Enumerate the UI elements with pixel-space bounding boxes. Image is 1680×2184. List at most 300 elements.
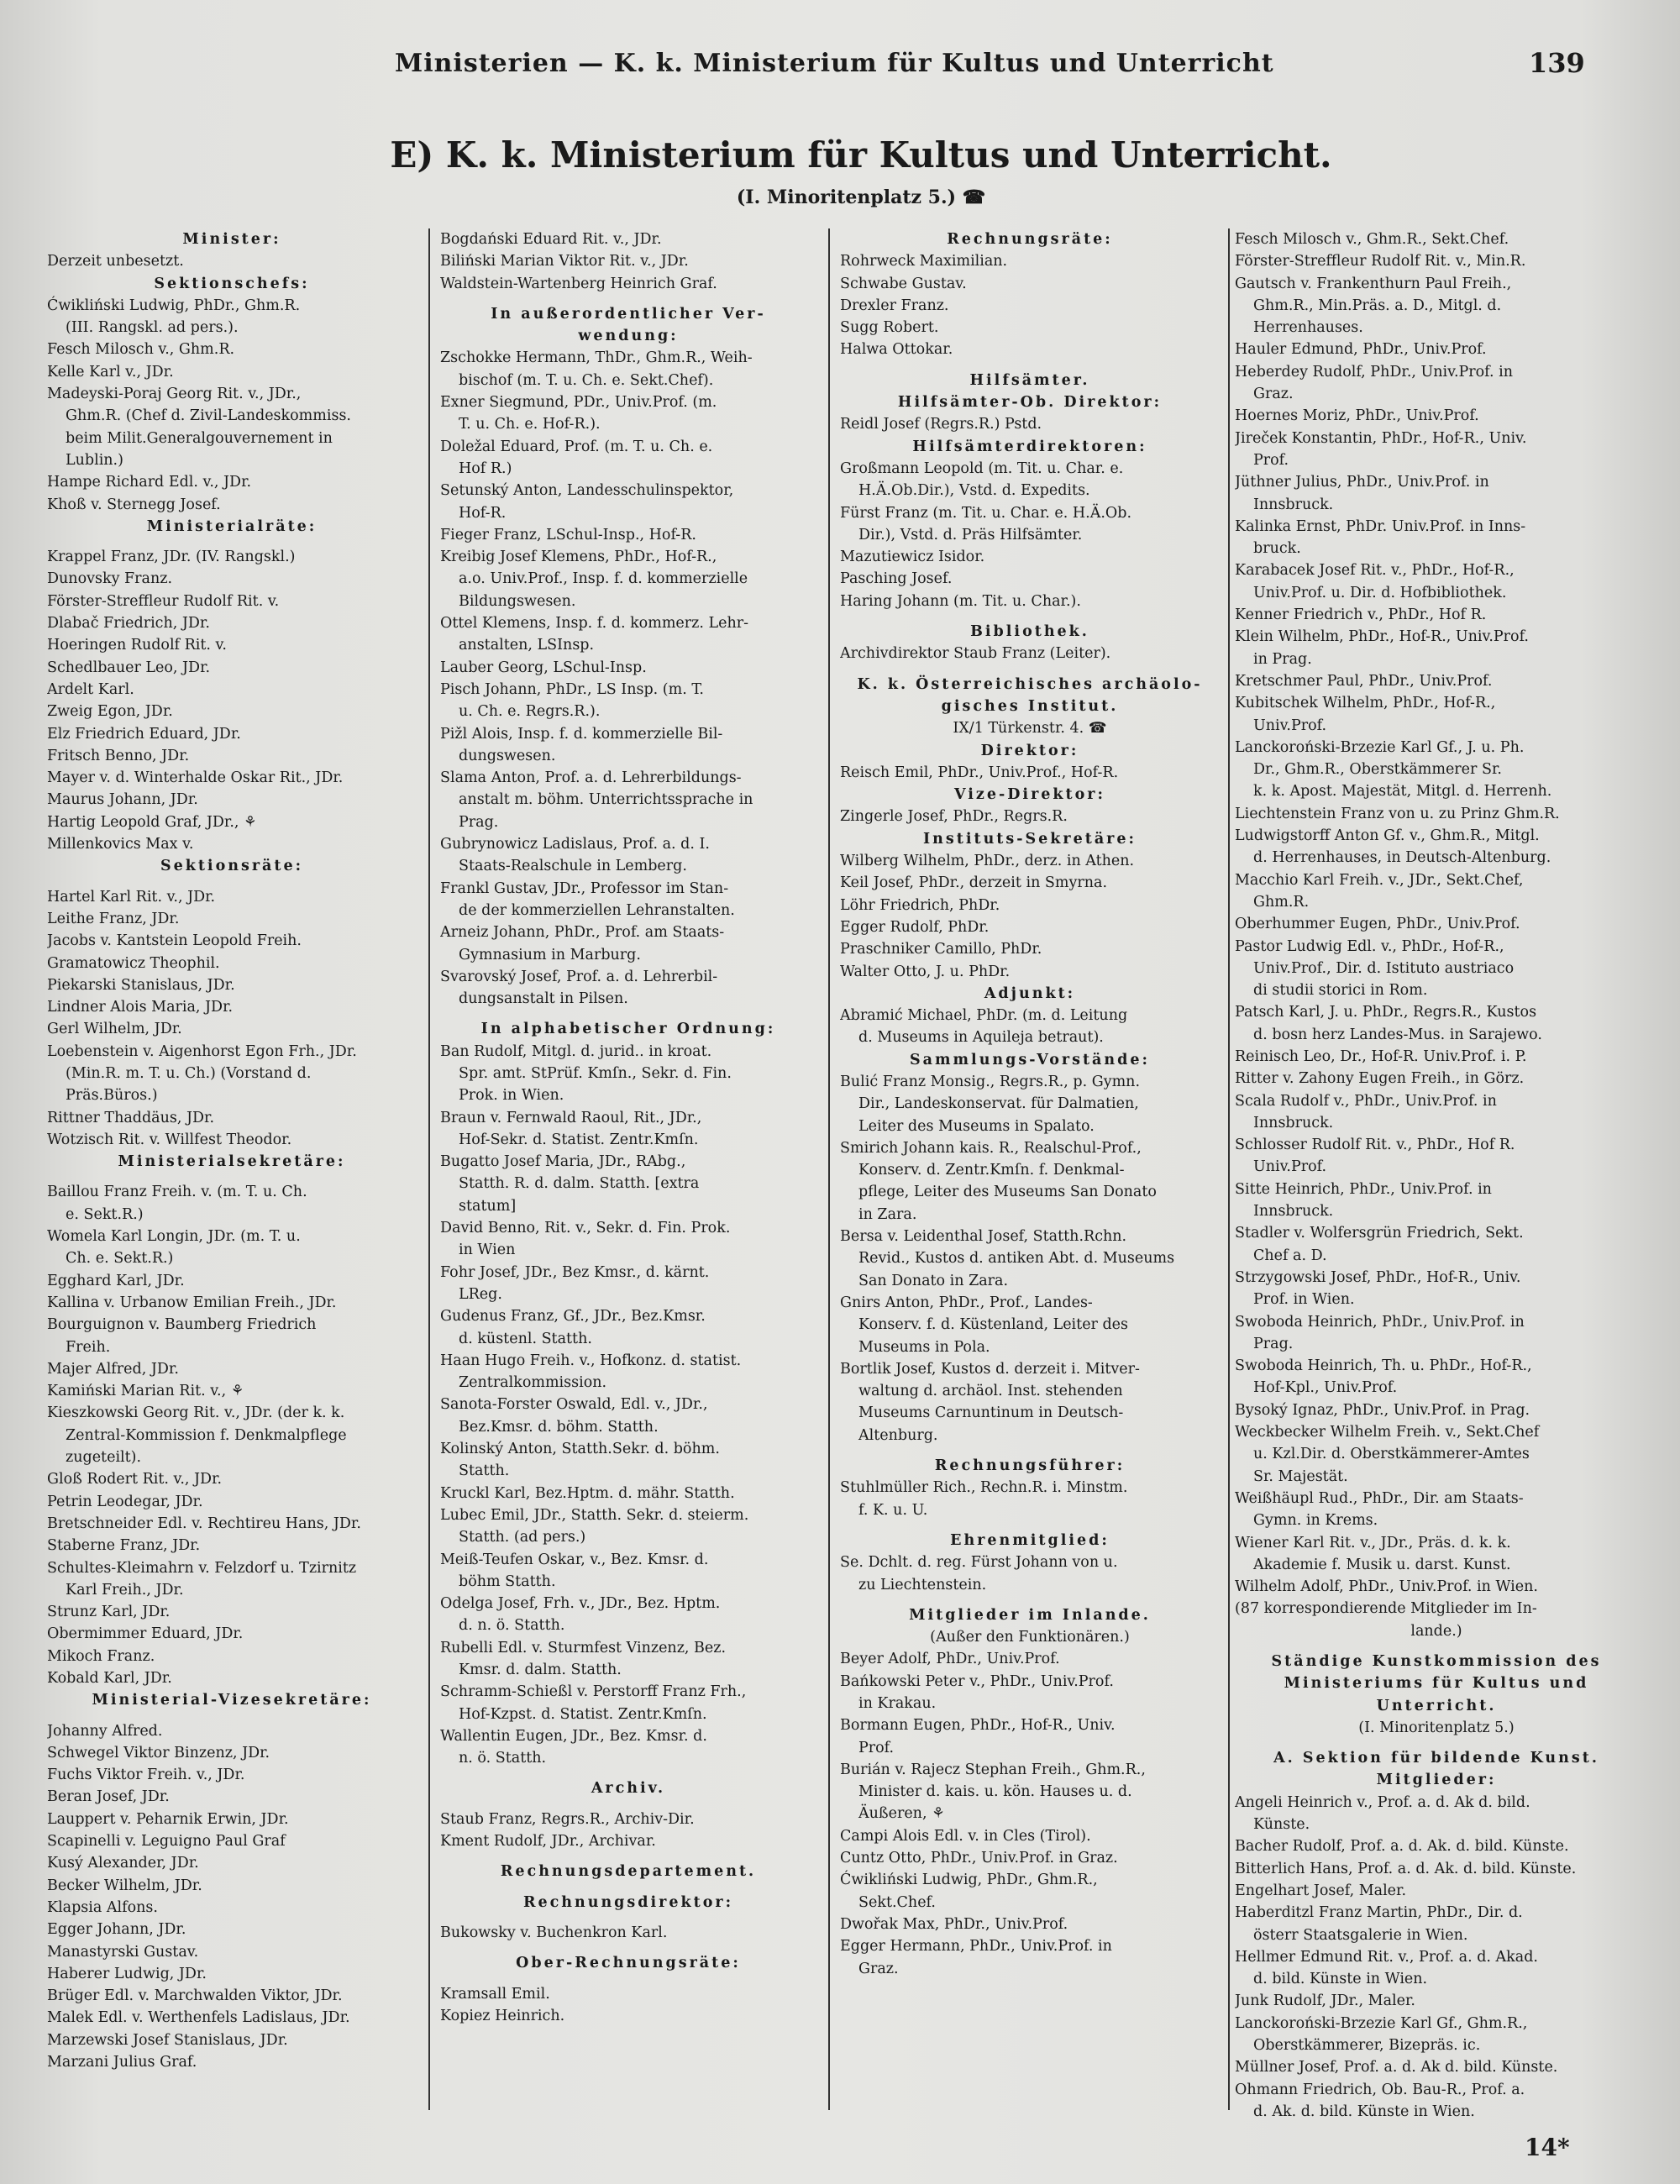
entry-line: Karabacek Josef Rit. v., PhDr., Hof-R., xyxy=(1235,562,1515,580)
entry-line: Fesch Milosch v., Ghm.R., Sekt.Chef. xyxy=(1235,231,1509,248)
entry-line: Statth. xyxy=(459,1462,510,1480)
entry-line: Loebenstein v. Aigenhorst Egon Frh., JDr. xyxy=(47,1042,357,1060)
entry-line: Lindner Alois Maria, JDr. xyxy=(47,999,234,1016)
entry-line: Millenkovics Max v. xyxy=(47,836,194,853)
entry-line: k. k. Apost. Majestät, Mitgl. d. Herrenh. xyxy=(1253,783,1552,801)
entry-line: Fuchs Viktor Freih. v., JDr. xyxy=(47,1767,245,1784)
section-heading: Ständige Kunstkommission des xyxy=(1271,1653,1602,1670)
entry-line: Kramsall Emil. xyxy=(440,1985,550,2003)
entry-line: Kalinka Ernst, PhDr. Univ.Prof. in Inns- xyxy=(1235,517,1526,535)
entry-line: T. u. Ch. e. Hof-R.). xyxy=(459,416,601,433)
entry-line: Sekt.Chef. xyxy=(858,1893,936,1911)
entry-line: Kmsr. d. dalm. Statth. xyxy=(459,1662,622,1678)
entry-line: Doležal Eduard, Prof. (m. T. u. Ch. e. xyxy=(440,438,713,455)
entry-line: Ghm.R., Min.Präs. a. D., Mitgl. d. xyxy=(1253,297,1502,314)
column-rule xyxy=(428,228,430,2110)
entry-line: Lauppert v. Peharnik Erwin, JDr. xyxy=(47,1810,289,1828)
entry-line: Johanny Alfred. xyxy=(47,1722,163,1740)
entry-line: Kreibig Josef Klemens, PhDr., Hof-R., xyxy=(440,549,717,566)
entry-line: Odelga Josef, Frh. v., JDr., Bez. Hptm. xyxy=(440,1595,721,1613)
entry-line: Pisch Johann, PhDr., LS Insp. (m. T. xyxy=(440,680,704,698)
entry-line: d. küstenl. Statth. xyxy=(459,1330,592,1347)
column-rule xyxy=(1228,228,1230,2110)
entry-line: Kamiński Marian Rit. v., ⚘ xyxy=(47,1383,244,1400)
section-address: (I. Minoritenplatz 5.) ☎ xyxy=(736,186,986,208)
entry-line: f. K. u. U. xyxy=(858,1501,928,1519)
entry-line: Prok. in Wien. xyxy=(459,1087,564,1105)
entry-line: Bitterlich Hans, Prof. a. d. Ak. d. bild. Künste. xyxy=(1235,1860,1577,1877)
entry-line: Sanota-Forster Oswald, Edl. v., JDr., xyxy=(440,1396,708,1414)
entry-line: Museums in Pola. xyxy=(858,1338,990,1356)
entry-line: Weckbecker Wilhelm Freih. v., Sekt.Chef xyxy=(1235,1424,1540,1441)
entry-line: e. Sekt.R.) xyxy=(66,1205,144,1223)
entry-line: bischof (m. T. u. Ch. e. Sekt.Chef). xyxy=(459,371,714,389)
spacer xyxy=(840,1596,1220,1604)
entry-line: bruck. xyxy=(1253,540,1301,558)
entry-line: u. Ch. e. Regrs.R.). xyxy=(459,703,601,721)
entry-line: Hof-Kpl., Univ.Prof. xyxy=(1253,1379,1398,1397)
entry-line: Staats-Realschule in Lemberg. xyxy=(459,858,687,875)
entry-line: Univ.Prof. xyxy=(1253,717,1327,734)
entry-line: Reisch Emil, PhDr., Univ.Prof., Hof-R. xyxy=(840,764,1119,781)
entry-line: Dwořak Max, PhDr., Univ.Prof. xyxy=(840,1915,1068,1933)
entry-line: Ćwikliński Ludwig, PhDr., Ghm.R. xyxy=(47,297,301,314)
entry-line: anstalt m. böhm. Unterrichtssprache in xyxy=(459,791,753,809)
entry-line: Prof. xyxy=(858,1739,895,1756)
entry-line: Heberdey Rudolf, PhDr., Univ.Prof. in xyxy=(1235,363,1514,381)
entry-line: Zentral-Kommission f. Denkmalpflege xyxy=(66,1426,347,1444)
entry-line: anstalten, LSInsp. xyxy=(459,637,595,654)
entry-line: lande.) xyxy=(1410,1622,1462,1640)
entry-line: (III. Rangskl. ad pers.). xyxy=(66,319,239,337)
entry-line: Spr. amt. StPrüf. Kmſn., Sekr. d. Fin. xyxy=(459,1064,732,1082)
entry-line: österr Staatsgalerie in Wien. xyxy=(1253,1926,1468,1944)
entry-line: Pižl Alois, Insp. f. d. kommerzielle Bil- xyxy=(440,725,723,743)
entry-line: Lauber Georg, LSchul-Insp. xyxy=(440,659,647,676)
entry-line: Haberer Ludwig, JDr. xyxy=(47,1965,207,1982)
entry-line: Praschniker Camillo, PhDr. xyxy=(840,941,1042,958)
spacer xyxy=(440,1914,816,1922)
section-heading: Rechnungsräte: xyxy=(947,231,1113,248)
entry-line: LReg. xyxy=(459,1285,502,1303)
section-heading: Hilfsämter. xyxy=(969,371,1090,389)
entry-line: Wiener Karl Rit. v., JDr., Präs. d. k. k. xyxy=(1235,1534,1511,1551)
entry-line: Angeli Heinrich v., Prof. a. d. Ak d. bild. xyxy=(1235,1793,1530,1811)
entry-line: Pasching Josef. xyxy=(840,570,953,588)
section-heading: Ehrenmitglied: xyxy=(950,1531,1110,1549)
entry-line: Wilhelm Adolf, PhDr., Univ.Prof. in Wien. xyxy=(1235,1578,1538,1596)
entry-line: (87 korrespondierende Mitglieder im In- xyxy=(1235,1600,1537,1618)
entry-line: Swoboda Heinrich, PhDr., Univ.Prof. in xyxy=(1235,1313,1525,1331)
text-column-2 xyxy=(440,228,816,2027)
entry-line: Oberstkämmerer, Bizepräs. ic. xyxy=(1253,2037,1481,2055)
entry-line: Ludwigstorff Anton Gf. v., Ghm.R., Mitgl. xyxy=(1235,827,1540,845)
entry-line: Womela Karl Longin, JDr. (m. T. u. xyxy=(47,1228,301,1246)
section-heading: Ministerialräte: xyxy=(146,517,318,535)
entry-line: Gloß Rodert Rit. v., JDr. xyxy=(47,1471,223,1488)
entry-line: Fesch Milosch v., Ghm.R. xyxy=(47,341,235,359)
entry-line: in Prag. xyxy=(1253,650,1312,668)
entry-line: Malek Edl. v. Werthenfels Ladislaus, JDr. xyxy=(47,2009,350,2027)
entry-line: Prof. xyxy=(1253,451,1289,469)
entry-line: Staub Franz, Regrs.R., Archiv-Dir. xyxy=(440,1810,695,1828)
entry-line: Hof R.) xyxy=(459,459,512,477)
entry-line: Jireček Konstantin, PhDr., Hof-R., Univ. xyxy=(1235,429,1527,447)
entry-line: Bormann Eugen, PhDr., Hof-R., Univ. xyxy=(840,1717,1116,1735)
entry-line: d. Ak. d. bild. Künste in Wien. xyxy=(1253,2103,1475,2120)
entry-line: Bukowsky v. Buchenkron Karl. xyxy=(440,1924,668,1941)
entry-line: IX/1 Türkenstr. 4. ☎ xyxy=(953,720,1107,738)
column-rule xyxy=(828,228,830,2110)
entry-line: Bildungswesen. xyxy=(459,592,576,610)
entry-line: Klein Wilhelm, PhDr., Hof-R., Univ.Prof. xyxy=(1235,628,1529,646)
entry-line: Bugatto Josef Maria, JDr., RAbg., xyxy=(440,1153,686,1171)
entry-line: waltung d. archäol. Inst. stehenden xyxy=(858,1383,1123,1400)
entry-line: Zingerle Josef, PhDr., Regrs.R. xyxy=(840,808,1068,826)
entry-line: Kobald Karl, JDr. xyxy=(47,1670,172,1687)
entry-line: Leithe Franz, JDr. xyxy=(47,910,180,927)
section-heading: Ministerial-Vizesekretäre: xyxy=(92,1692,372,1709)
entry-line: Statth. R. d. dalm. Statth. [extra xyxy=(459,1175,700,1193)
entry-line: Mikoch Franz. xyxy=(47,1647,155,1665)
entry-line: Revid., Kustos d. antiken Abt. d. Museums xyxy=(858,1250,1175,1268)
entry-line: pflege, Leiter des Museums San Donato xyxy=(858,1184,1157,1201)
section-heading: Sammlungs-Vorstände: xyxy=(910,1051,1150,1068)
entry-line: Innsbruck. xyxy=(1253,1114,1334,1131)
entry-line: Graz. xyxy=(1253,386,1294,403)
section-heading: Mitglieder im Inlande. xyxy=(909,1606,1151,1624)
spacer xyxy=(47,1173,417,1181)
entry-line: d. n. ö. Statth. xyxy=(459,1617,565,1635)
entry-line: Konserv. d. Zentr.Kmſn. f. Denkmal- xyxy=(858,1162,1125,1179)
entry-line: Brüger Edl. v. Marchwalden Viktor, JDr. xyxy=(47,1987,343,2005)
spacer xyxy=(440,1883,816,1892)
entry-line: Lanckoroński-Brzezie Karl Gf., J. u. Ph. xyxy=(1235,738,1525,756)
entry-line: Löhr Friedrich, PhDr. xyxy=(840,896,1000,914)
entry-line: Ghm.R. xyxy=(1253,893,1310,911)
entry-line: Beran Josef, JDr. xyxy=(47,1788,170,1806)
entry-line: Reinisch Leo, Dr., Hof-R. Univ.Prof. i. P. xyxy=(1235,1047,1527,1065)
entry-line: Leiter des Museums in Spalato. xyxy=(858,1117,1095,1135)
entry-line: Schedlbauer Leo, JDr. xyxy=(47,659,211,676)
entry-line: Se. Dchlt. d. reg. Fürst Johann von u. xyxy=(840,1554,1118,1572)
entry-line: Becker Wilhelm, JDr. xyxy=(47,1877,202,1894)
entry-line: Liechtenstein Franz von u. zu Prinz Ghm.R. xyxy=(1235,805,1560,822)
entry-line: Petrin Leodegar, JDr. xyxy=(47,1493,203,1510)
entry-line: zugeteilt). xyxy=(66,1449,142,1467)
entry-line: Bogdański Eduard Rit. v., JDr. xyxy=(440,231,662,248)
running-head: Ministerien — K. k. Ministerium für Kultus und Unterricht xyxy=(395,49,1274,78)
entry-line: n. ö. Statth. xyxy=(459,1750,547,1767)
entry-line: Haberditzl Franz Martin, PhDr., Dir. d. xyxy=(1235,1904,1523,1922)
entry-line: Marzani Julius Graf. xyxy=(47,2054,197,2071)
entry-line: Hof-Sekr. d. Statist. Zentr.Kmſn. xyxy=(459,1131,699,1148)
section-heading: Vize-Direktor: xyxy=(954,786,1105,804)
section-heading: Direktor: xyxy=(980,742,1079,759)
entry-line: Scala Rudolf v., PhDr., Univ.Prof. in xyxy=(1235,1092,1497,1110)
spacer xyxy=(840,1521,1220,1530)
spacer xyxy=(440,1852,816,1861)
entry-line: Exner Siegmund, PDr., Univ.Prof. (m. xyxy=(440,394,717,412)
entry-line: Sr. Majestät. xyxy=(1253,1467,1348,1485)
entry-line: Freih. xyxy=(66,1338,111,1356)
entry-line: Schwabe Gustav. xyxy=(840,275,967,292)
entry-line: statum] xyxy=(459,1197,517,1215)
entry-line: Biliński Marian Viktor Rit. v., JDr. xyxy=(440,253,689,270)
entry-line: Stadler v. Wolfersgrün Friedrich, Sekt. xyxy=(1235,1225,1524,1242)
entry-line: Kelle Karl v., JDr. xyxy=(47,363,174,381)
entry-line: Dir., Landeskonservat. für Dalmatien, xyxy=(858,1095,1139,1113)
entry-line: beim Milit.Generalgouvernement in xyxy=(66,429,333,447)
entry-line: Konserv. f. d. Küstenland, Leiter des xyxy=(858,1316,1129,1334)
entry-line: Sitte Heinrich, PhDr., Univ.Prof. in xyxy=(1235,1180,1492,1198)
entry-line: Ch. e. Sekt.R.) xyxy=(66,1250,174,1268)
entry-line: Hartel Karl Rit. v., JDr. xyxy=(47,888,216,906)
entry-line: Krappel Franz, JDr. (IV. Rangskl.) xyxy=(47,549,296,566)
entry-line: Obermimmer Eduard, JDr. xyxy=(47,1625,244,1643)
section-heading: Archiv. xyxy=(591,1780,666,1798)
entry-line: böhm Statth. xyxy=(459,1572,556,1590)
entry-line: Hof-R. xyxy=(459,504,507,522)
entry-line: in Zara. xyxy=(858,1205,917,1223)
entry-line: Bersa v. Leidenthal Josef, Statth.Rchn. xyxy=(840,1228,1127,1246)
section-heading: Adjunkt: xyxy=(984,984,1076,1002)
entry-line: dungsanstalt in Pilsen. xyxy=(459,990,628,1008)
entry-line: Derzeit unbesetzt. xyxy=(47,253,184,270)
section-heading: K. k. Österreichisches archäolo- xyxy=(857,675,1203,693)
entry-line: Haring Johann (m. Tit. u. Char.). xyxy=(840,592,1081,610)
entry-line: Meiß-Teufen Oskar, v., Bez. Kmsr. d. xyxy=(440,1551,709,1568)
entry-line: Innsbruck. xyxy=(1253,1203,1334,1221)
entry-line: u. Kzl.Dir. d. Oberstkämmerer-Amtes xyxy=(1253,1446,1530,1463)
entry-line: Künste. xyxy=(1253,1816,1310,1834)
entry-line: Fürst Franz (m. Tit. u. Char. e. H.Ä.Ob. xyxy=(840,504,1132,522)
entry-line: Fritsch Benno, JDr. xyxy=(47,747,190,764)
entry-line: Braun v. Fernwald Raoul, Rit., JDr., xyxy=(440,1109,702,1126)
section-heading: Ministeriums für Kultus und xyxy=(1284,1675,1589,1693)
entry-line: Gymnasium in Marburg. xyxy=(459,946,641,963)
text-column-4 xyxy=(1235,228,1638,2123)
entry-line: Fohr Josef, JDr., Bez Kmsr., d. kärnt. xyxy=(440,1263,710,1281)
entry-line: in Wien xyxy=(459,1242,516,1259)
entry-line: Klapsia Alfons. xyxy=(47,1898,158,1916)
entry-line: Egger Rudolf, PhDr. xyxy=(840,918,990,936)
entry-line: Ohmann Friedrich, Ob. Bau-R., Prof. a. xyxy=(1235,2081,1525,2098)
section-heading: Rechnungsdirektor: xyxy=(522,1893,734,1911)
entry-line: Waldstein-Wartenberg Heinrich Graf. xyxy=(440,275,717,292)
signature-mark: 14* xyxy=(1525,2134,1570,2161)
entry-line: Schwegel Viktor Binzenz, JDr. xyxy=(47,1744,270,1761)
entry-line: Rubelli Edl. v. Sturmfest Vinzenz, Bez. xyxy=(440,1639,727,1656)
entry-line: d. bild. Künste in Wien. xyxy=(1253,1971,1428,1988)
entry-line: Müllner Josef, Prof. a. d. Ak d. bild. Künste. xyxy=(1235,2059,1558,2076)
entry-line: H.Ä.Ob.Dir.), Vstd. d. Expedits. xyxy=(858,482,1090,500)
entry-line: Zentralkommission. xyxy=(459,1374,607,1392)
entry-line: Hartig Leopold Graf, JDr., ⚘ xyxy=(47,813,257,831)
entry-line: Prag. xyxy=(459,813,499,831)
spacer xyxy=(1235,1739,1638,1747)
section-heading: Instituts-Sekretäre: xyxy=(923,830,1137,848)
entry-line: Wallentin Eugen, JDr., Bez. Kmsr. d. xyxy=(440,1727,707,1745)
entry-line: Junk Rudolf, JDr., Maler. xyxy=(1235,1992,1415,2010)
entry-line: Bulić Franz Monsig., Regrs.R., p. Gymn. xyxy=(840,1073,1141,1090)
entry-line: Präs.Büros.) xyxy=(66,1087,158,1105)
text-column-1 xyxy=(47,228,417,2073)
entry-line: Staberne Franz, JDr. xyxy=(47,1537,201,1555)
section-title: E) K. k. Ministerium für Kultus und Unterricht. xyxy=(390,134,1332,176)
entry-line: Majer Alfred, JDr. xyxy=(47,1360,179,1378)
entry-line: Univ.Prof. xyxy=(1253,1158,1327,1176)
entry-line: Kolinský Anton, Statth.Sekr. d. böhm. xyxy=(440,1441,720,1458)
spacer xyxy=(440,295,816,303)
entry-line: Strzygowski Josef, PhDr., Hof-R., Univ. xyxy=(1235,1268,1521,1286)
entry-line: Ritter v. Zahony Eugen Freih., in Görz. xyxy=(1235,1070,1525,1088)
section-heading: Ministerialsekretäre: xyxy=(118,1153,346,1171)
entry-line: Egger Johann, JDr. xyxy=(47,1921,186,1939)
entry-line: Egger Hermann, PhDr., Univ.Prof. in xyxy=(840,1938,1112,1956)
entry-line: Lubec Emil, JDr., Statth. Sekr. d. steierm. xyxy=(440,1506,749,1524)
entry-line: Gudenus Franz, Gf., JDr., Bez.Kmsr. xyxy=(440,1308,706,1326)
spacer xyxy=(47,538,417,546)
spacer xyxy=(840,612,1220,621)
entry-line: Drexler Franz. xyxy=(840,297,949,314)
entry-line: Burián v. Rajecz Stephan Freih., Ghm.R., xyxy=(840,1761,1146,1778)
entry-line: Kusý Alexander, JDr. xyxy=(47,1855,199,1872)
entry-line: Archivdirektor Staub Franz (Leiter). xyxy=(840,645,1111,663)
section-heading: Mitglieder: xyxy=(1376,1772,1497,1789)
entry-line: Smirich Johann kais. R., Realschul-Prof., xyxy=(840,1139,1142,1157)
entry-line: d. Museums in Aquileja betraut). xyxy=(858,1029,1104,1047)
text-column-3 xyxy=(840,228,1220,1980)
spacer xyxy=(440,1769,816,1777)
entry-line: Univ.Prof. u. Dir. d. Hofbibliothek. xyxy=(1253,584,1507,601)
spacer xyxy=(47,878,417,886)
entry-line: Kretschmer Paul, PhDr., Univ.Prof. xyxy=(1235,672,1493,690)
entry-line: Großmann Leopold (m. Tit. u. Char. e. xyxy=(840,459,1124,477)
entry-line: Baillou Franz Freih. v. (m. T. u. Ch. xyxy=(47,1184,307,1201)
section-heading: Sektionsräte: xyxy=(160,858,304,875)
entry-line: Weißhäupl Rud., PhDr., Dir. am Staats- xyxy=(1235,1489,1524,1507)
section-heading: In alphabetischer Ordnung: xyxy=(480,1021,776,1038)
entry-line: in Krakau. xyxy=(858,1695,937,1712)
entry-line: Lanckoroński-Brzezie Karl Gf., Ghm.R., xyxy=(1235,2014,1528,2032)
entry-line: Manastyrski Gustav. xyxy=(47,1943,199,1961)
entry-line: di studii storici in Rom. xyxy=(1253,982,1428,1000)
entry-line: Engelhart Josef, Maler. xyxy=(1235,1882,1407,1899)
entry-line: Chef a. D. xyxy=(1253,1247,1327,1264)
entry-line: Gautsch v. Frankenthurn Paul Freih., xyxy=(1235,275,1512,292)
section-heading: wendung: xyxy=(578,328,679,345)
entry-line: Mazutiewicz Isidor. xyxy=(840,549,985,566)
section-heading: Unterricht. xyxy=(1376,1697,1497,1714)
entry-line: Hoernes Moriz, PhDr., Univ.Prof. xyxy=(1235,407,1479,425)
entry-line: (Min.R. m. T. u. Ch.) (Vorstand d. xyxy=(66,1064,312,1082)
entry-line: Prag. xyxy=(1253,1335,1294,1352)
entry-line: Lublin.) xyxy=(66,451,123,469)
entry-line: Schultes-Kleimahrn v. Felzdorf u. Tzirnitz xyxy=(47,1559,357,1577)
entry-line: Kment Rudolf, JDr., Archivar. xyxy=(440,1833,656,1851)
spacer xyxy=(1235,1642,1638,1651)
entry-line: Gymn. in Krems. xyxy=(1253,1512,1378,1530)
entry-line: Ghm.R. (Chef d. Zivil-Landeskommiss. xyxy=(66,407,351,425)
entry-line: Keil Josef, PhDr., derzeit in Smyrna. xyxy=(840,874,1108,892)
entry-line: Gramatowicz Theophil. xyxy=(47,954,220,972)
entry-line: Oberhummer Eugen, PhDr., Univ.Prof. xyxy=(1235,916,1520,933)
entry-line: Scapinelli v. Leguigno Paul Graf xyxy=(47,1833,286,1851)
page-number: 139 xyxy=(1529,47,1585,79)
entry-line: Mayer v. d. Winterhalde Oskar Rit., JDr. xyxy=(47,769,344,787)
entry-line: Macchio Karl Freih. v., JDr., Sekt.Chef, xyxy=(1235,871,1524,889)
entry-line: Hoeringen Rudolf Rit. v. xyxy=(47,637,227,654)
entry-line: Stuhlmüller Rich., Rechn.R. i. Minstm. xyxy=(840,1479,1128,1497)
entry-line: Kruckl Karl, Bez.Hptm. d. mähr. Statth. xyxy=(440,1484,735,1502)
section-heading: Ober-Rechnungsräte: xyxy=(516,1955,741,1972)
entry-line: Maurus Johann, JDr. xyxy=(47,791,198,809)
entry-line: Innsbruck. xyxy=(1253,496,1334,513)
entry-line: Walter Otto, J. u. PhDr. xyxy=(840,963,1011,980)
entry-line: Hampe Richard Edl. v., JDr. xyxy=(47,474,252,491)
entry-line: Kenner Friedrich v., PhDr., Hof R. xyxy=(1235,606,1487,624)
entry-line: San Donato in Zara. xyxy=(858,1272,1009,1289)
entry-line: Khoß v. Sternegg Josef. xyxy=(47,496,221,513)
entry-line: Dlabač Friedrich, JDr. xyxy=(47,615,210,633)
entry-line: Wotzisch Rit. v. Willfest Theodor. xyxy=(47,1131,292,1148)
section-heading: Rechnungsführer: xyxy=(934,1457,1126,1475)
entry-line: Elz Friedrich Eduard, JDr. xyxy=(47,725,241,743)
entry-line: Kopiez Heinrich. xyxy=(440,2007,565,2024)
entry-line: Gnirs Anton, PhDr., Prof., Landes- xyxy=(840,1294,1093,1311)
entry-line: Ćwikliński Ludwig, PhDr., Ghm.R., xyxy=(840,1872,1098,1889)
section-heading: A. Sektion für bildende Kunst. xyxy=(1273,1750,1599,1767)
entry-line: Bretschneider Edl. v. Rechtireu Hans, JDr. xyxy=(47,1515,361,1532)
entry-line: Bourguignon v. Baumberg Friedrich xyxy=(47,1316,317,1334)
entry-line: Karl Freih., JDr. xyxy=(66,1581,184,1599)
entry-line: Swoboda Heinrich, Th. u. PhDr., Hof-R., xyxy=(1235,1357,1532,1375)
entry-line: Sugg Robert. xyxy=(840,319,939,337)
spacer xyxy=(440,1010,816,1018)
entry-line: Hellmer Edmund Rit. v., Prof. a. d. Akad. xyxy=(1235,1948,1538,1966)
entry-line: Piekarski Stanislaus, JDr. xyxy=(47,976,235,994)
section-heading: Minister: xyxy=(182,231,281,248)
entry-line: (Außer den Funktionären.) xyxy=(930,1629,1130,1646)
entry-line: a.o. Univ.Prof., Insp. f. d. kommerzielle xyxy=(459,570,748,588)
entry-line: Hof-Kzpst. d. Statist. Zentr.Kmſn. xyxy=(459,1705,707,1723)
entry-line: Statth. (ad pers.) xyxy=(459,1529,586,1546)
entry-line: Akademie f. Musik u. darst. Kunst. xyxy=(1253,1556,1511,1573)
entry-line: Univ.Prof., Dir. d. Istituto austriaco xyxy=(1253,959,1515,977)
entry-line: Svarovský Josef, Prof. a. d. Lehrerbil- xyxy=(440,968,718,985)
entry-line: Altenburg. xyxy=(858,1426,938,1444)
entry-line: Zschokke Hermann, ThDr., Ghm.R., Weih- xyxy=(440,349,753,367)
spacer xyxy=(440,1944,816,1952)
entry-line: Hauler Edmund, PhDr., Univ.Prof. xyxy=(1235,341,1487,359)
entry-line: Dir.), Vstd. d. Präs Hilfsämter. xyxy=(858,526,1083,543)
section-heading: Bibliothek. xyxy=(970,623,1089,641)
entry-line: Slama Anton, Prof. a. d. Lehrerbildungs- xyxy=(440,769,742,787)
entry-line: Förster-Streffleur Rudolf Rit. v., Min.R. xyxy=(1235,253,1526,270)
entry-line: Jüthner Julius, PhDr., Univ.Prof. in xyxy=(1235,474,1489,491)
entry-line: Egghard Karl, JDr. xyxy=(47,1272,185,1289)
entry-line: Halwa Ottokar. xyxy=(840,341,953,359)
entry-line: Wilberg Wilhelm, PhDr., derz. in Athen. xyxy=(840,853,1135,870)
entry-line: de der kommerziellen Lehranstalten. xyxy=(459,901,735,919)
entry-line: Museums Carnuntinum in Deutsch- xyxy=(858,1404,1124,1422)
entry-line: Dunovsky Franz. xyxy=(47,570,173,588)
entry-line: Strunz Karl, JDr. xyxy=(47,1604,171,1621)
entry-line: Ardelt Karl. xyxy=(47,680,134,698)
entry-line: Ottel Klemens, Insp. f. d. kommerz. Lehr- xyxy=(440,615,749,633)
entry-line: Bez.Kmsr. d. böhm. Statth. xyxy=(459,1418,659,1436)
